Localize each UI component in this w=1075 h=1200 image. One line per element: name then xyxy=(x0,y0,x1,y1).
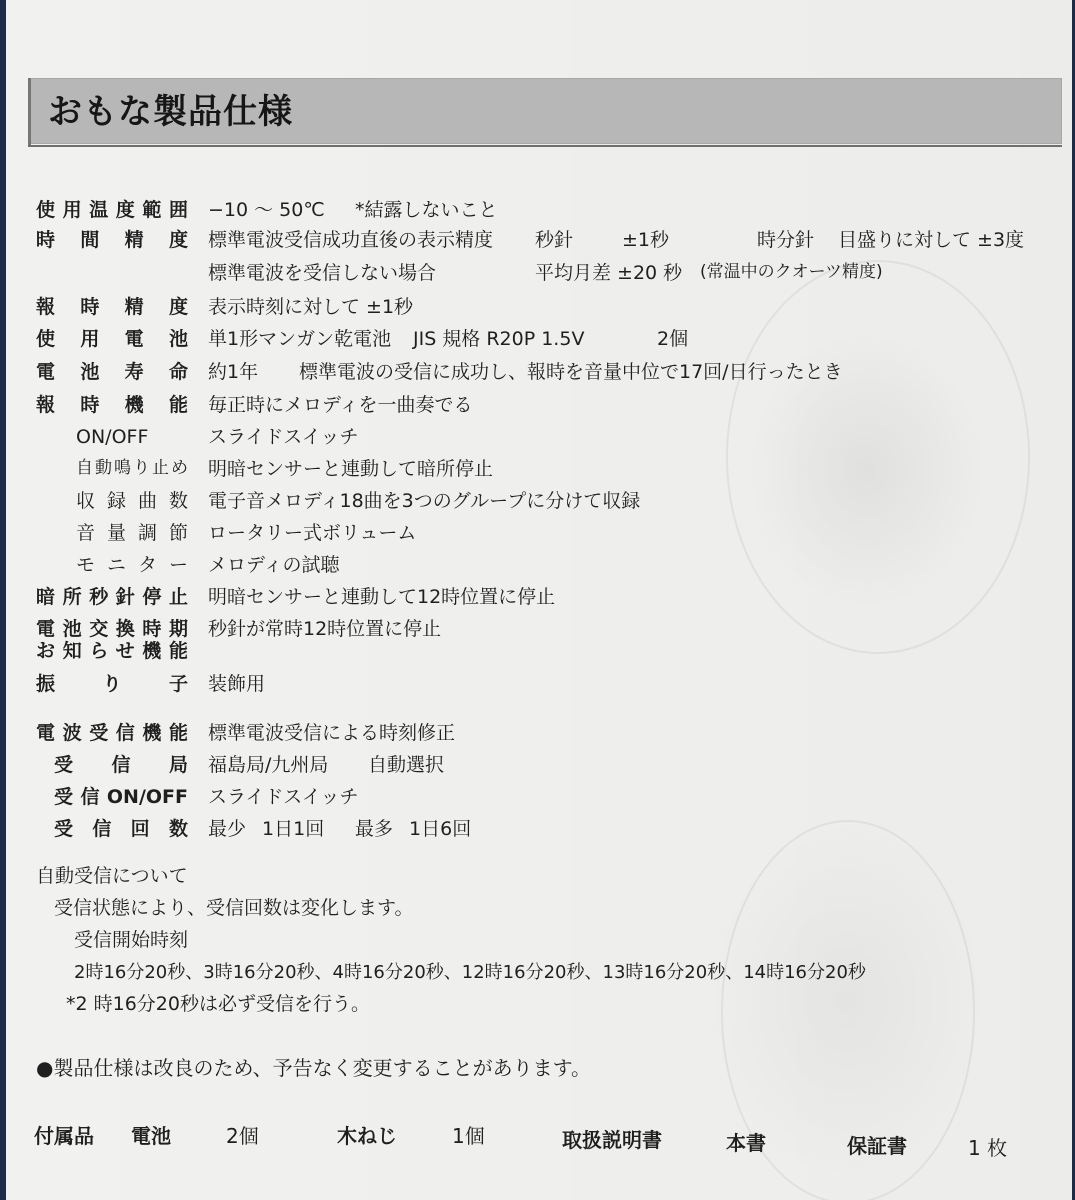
spec-value-station-mode: 自動選択 xyxy=(368,754,445,776)
spec-value-radio-reception: 標準電波受信による時刻修正 xyxy=(208,722,456,744)
spec-label-station: 受信局 xyxy=(54,754,188,776)
auto-reception-heading: 自動受信について xyxy=(36,865,188,887)
spec-label-battery-life: 電池寿命 xyxy=(36,361,188,383)
spec-label-battery-notify-2: お知らせ機能 xyxy=(36,640,188,662)
spec-label-battery-notify-1: 電池交換時期 xyxy=(36,618,188,640)
auto-reception-line-1: 受信状態により、受信回数は変化します。 xyxy=(54,897,414,919)
spec-label-reception-count: 受信回数 xyxy=(54,818,188,840)
spec-value-pendulum: 装飾用 xyxy=(208,673,266,695)
spec-value-accuracy-unreceived: 標準電波を受信しない場合 xyxy=(208,262,437,284)
spec-note-temperature: *結露しないこと xyxy=(355,199,498,221)
accessory-battery-qty: 2個 xyxy=(226,1124,259,1148)
spec-value-chime-accuracy: 表示時刻に対して ±1秒 xyxy=(208,296,414,318)
spec-note-accuracy-quartz: (常温中のクオーツ精度) xyxy=(700,262,883,282)
spec-value-temperature: −10 〜 50℃ xyxy=(208,199,325,221)
spec-label-pendulum: 振り子 xyxy=(36,673,188,695)
spec-value-reception-onoff: スライドスイッチ xyxy=(208,786,359,808)
spec-value-reception-min: 最少 1日1回 xyxy=(208,818,325,840)
accessory-warranty-qty: 1 枚 xyxy=(968,1136,1008,1160)
accessory-warranty: 保証書 xyxy=(847,1134,907,1158)
spec-label-radio-reception: 電波受信機能 xyxy=(36,722,188,744)
spec-value-station: 福島局/九州局 xyxy=(208,754,329,776)
spec-value-song-count: 電子音メロディ18曲を3つのグループに分けて収録 xyxy=(208,490,641,512)
spec-value-battery-notify: 秒針が常時12時位置に停止 xyxy=(208,618,442,640)
spec-value-accuracy-second-hand: 秒針 xyxy=(535,229,574,251)
spec-value-reception-max: 最多 1日6回 xyxy=(355,818,472,840)
spec-value-dark-stop: 明暗センサーと連動して12時位置に停止 xyxy=(208,586,556,608)
accessory-screw: 木ねじ xyxy=(337,1124,397,1148)
auto-reception-line-2: 受信開始時刻 xyxy=(74,929,189,951)
auto-reception-note: *2 時16分20秒は必ず受信を行う。 xyxy=(66,993,370,1015)
spec-value-battery-count: 2個 xyxy=(657,328,689,350)
bleed-through-clock-face xyxy=(726,260,1030,654)
spec-label-onoff: ON/OFF xyxy=(76,426,149,448)
spec-value-onoff: スライドスイッチ xyxy=(208,426,359,448)
accessory-battery: 電池 xyxy=(131,1124,171,1148)
spec-note-battery-life: 標準電波の受信に成功し、報時を音量中位で17回/日行ったとき xyxy=(299,361,843,383)
spec-label-monitor: モニター xyxy=(76,554,188,576)
spec-label-auto-stop: 自動鳴り止め xyxy=(76,458,188,478)
title-bar-edge xyxy=(28,78,31,146)
spec-label-temperature: 使用温度範囲 xyxy=(36,199,188,221)
spec-value-accuracy-received: 標準電波受信成功直後の表示精度 xyxy=(208,229,494,251)
spec-value-battery-standard: JIS 規格 R20P 1.5V xyxy=(413,328,585,350)
spec-label-song-count: 収録曲数 xyxy=(76,490,188,512)
title-underline xyxy=(28,145,1062,147)
spec-value-accuracy-monthly: 平均月差 ±20 秒 xyxy=(535,262,683,284)
accessory-manual-qty: 本書 xyxy=(726,1131,766,1155)
spec-value-volume: ロータリー式ボリューム xyxy=(208,522,417,544)
spec-value-battery-life: 約1年 xyxy=(208,361,259,383)
spec-value-accuracy-degree-tolerance: 目盛りに対して ±3度 xyxy=(838,229,1025,251)
accessories-label: 付属品 xyxy=(34,1124,94,1148)
spec-value-battery-type: 単1形マンガン乾電池 xyxy=(208,328,392,350)
spec-label-accuracy: 時間精度 xyxy=(36,229,188,251)
page-title: おもな製品仕様 xyxy=(48,92,293,132)
auto-reception-times: 2時16分20秒、3時16分20秒、4時16分20秒、12時16分20秒、13時16分20秒、14時16分20秒 xyxy=(74,962,866,983)
spec-label-reception-onoff: 受信ON/OFF xyxy=(54,786,188,808)
spec-label-chime-accuracy: 報時精度 xyxy=(36,296,188,318)
spec-label-chime-function: 報時機能 xyxy=(36,394,188,416)
accessory-manual: 取扱説明書 xyxy=(562,1128,662,1152)
spec-label-dark-stop: 暗所秒針停止 xyxy=(36,586,188,608)
spec-change-notice: ●製品仕様は改良のため、予告なく変更することがあります。 xyxy=(36,1056,592,1080)
spec-value-accuracy-second-tolerance: ±1秒 xyxy=(622,229,670,251)
spec-label-battery: 使用電池 xyxy=(36,328,188,350)
spec-label-volume: 音量調節 xyxy=(76,522,188,544)
spec-value-accuracy-hour-minute-hand: 時分針 xyxy=(757,229,815,251)
spec-value-monitor: メロディの試聴 xyxy=(208,554,340,576)
spec-value-auto-stop: 明暗センサーと連動して暗所停止 xyxy=(208,458,494,480)
spec-value-chime-function: 毎正時にメロディを一曲奏でる xyxy=(208,394,473,416)
accessory-screw-qty: 1個 xyxy=(452,1124,485,1148)
